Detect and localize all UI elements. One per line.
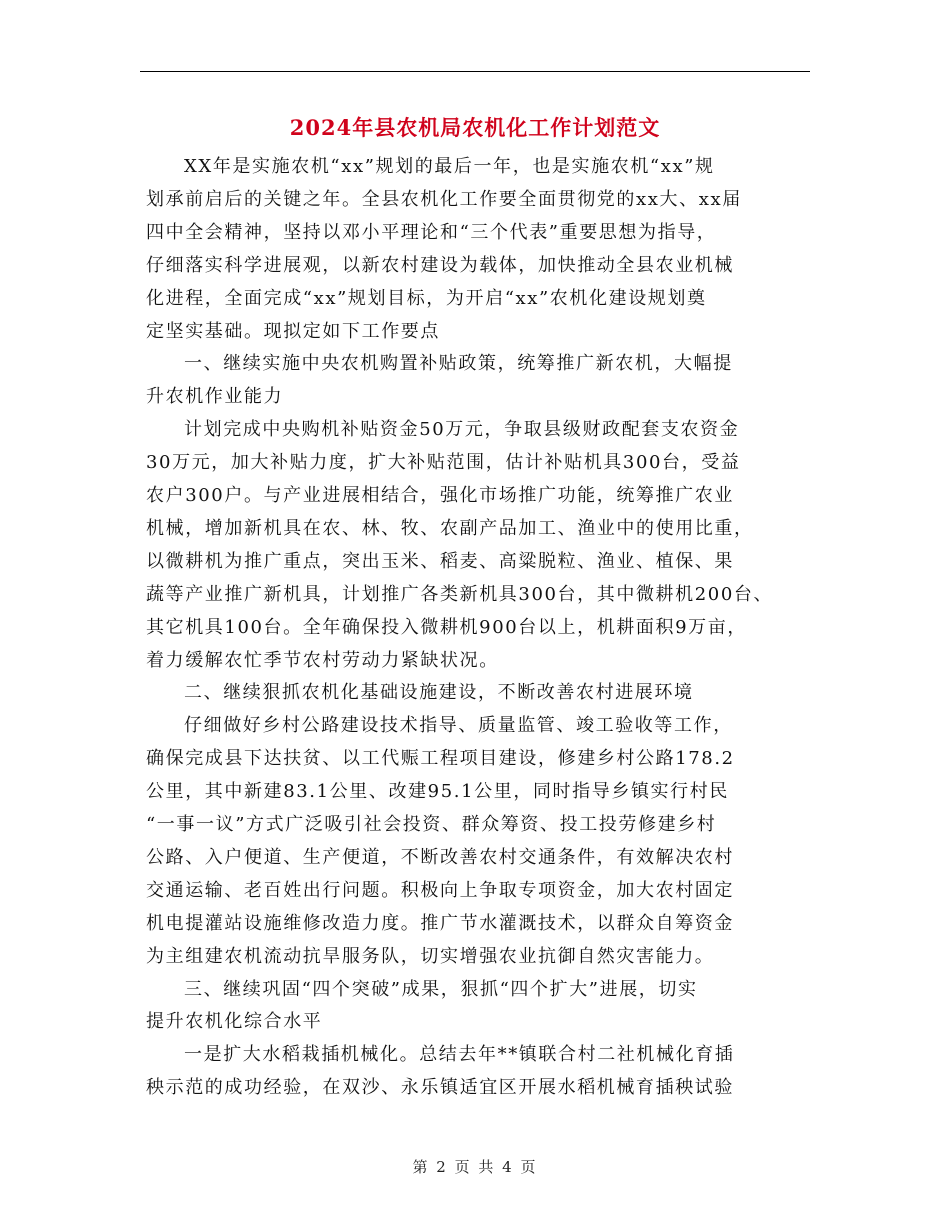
body-line: 交通运输、老百姓出行问题。积极向上争取专项资金，加大农村固定 bbox=[146, 879, 734, 901]
body-line: 定坚实基础。现拟定如下工作要点 bbox=[146, 320, 440, 342]
body-line: 提升农机化综合水平 bbox=[146, 1011, 323, 1033]
body-line: 四中全会精神，坚持以邓小平理论和“三个代表”重要思想为指导， bbox=[146, 221, 717, 243]
document-title: 2024年县农机局农机化工作计划范文 bbox=[289, 115, 661, 140]
body-line: 公路、入户便道、生产便道，不断改善农村交通条件，有效解决农村 bbox=[146, 846, 734, 868]
body-line: 计划完成中央购机补贴资金50万元，争取县级财政配套支农资金 bbox=[184, 419, 740, 441]
body-line: 公里，其中新建83.1公里、改建95.1公里，同时指导乡镇实行村民 bbox=[146, 781, 729, 803]
body-line: 机械，增加新机具在农、林、牧、农副产品加工、渔业中的使用比重， bbox=[146, 517, 754, 539]
body-line: 划承前启后的关键之年。全县农机化工作要全面贯彻党的xx大、xx届 bbox=[146, 188, 742, 210]
body-line: “一事一议”方式广泛吸引社会投资、群众筹资、投工投劳修建乡村 bbox=[146, 814, 717, 835]
body-line: 秧示范的成功经验，在双沙、永乐镇适宜区开展水稻机械育插秧试验 bbox=[146, 1077, 734, 1099]
body-line: 以微耕机为推广重点，突出玉米、稻麦、高粱脱粒、渔业、植保、果 bbox=[146, 550, 734, 572]
body-line: 一、继续实施中央农机购置补贴政策，统筹推广新农机，大幅提 bbox=[184, 353, 733, 375]
body-line: 升农机作业能力 bbox=[146, 386, 284, 408]
body-line: 二、继续狠抓农机化基础设施建设，不断改善农村进展环境 bbox=[184, 682, 694, 704]
body-line: 机电提灌站设施维修改造力度。推广节水灌溉技术，以群众自筹资金 bbox=[146, 912, 734, 934]
body-line: 蔬等产业推广新机具，计划推广各类新机具300台，其中微耕机200台、 bbox=[146, 583, 774, 605]
body-line: 农户300户。与产业进展相结合，强化市场推广功能，统筹推广农业 bbox=[146, 485, 734, 506]
body-line: 一是扩大水稻栽插机械化。总结去年**镇联合村二社机械化育插 bbox=[184, 1044, 735, 1066]
body-line: 着力缓解农忙季节农村劳动力紧缺状况。 bbox=[146, 649, 499, 671]
body-line: 仔细落实科学进展观，以新农村建设为载体，加快推动全县农业机械 bbox=[146, 254, 734, 276]
body-line: 其它机具100台。全年确保投入微耕机900台以上，机耕面积9万亩， bbox=[146, 616, 747, 638]
body-line: 三、继续巩固“四个突破”成果，狠抓“四个扩大”进展，切实 bbox=[184, 978, 698, 1000]
body-line: 为主组建农机流动抗旱服务队，切实增强农业抗御自然灾害能力。 bbox=[146, 945, 715, 967]
body-line: XX年是实施农机“xx”规划的最后一年，也是实施农机“xx”规 bbox=[184, 156, 715, 177]
body-line: 30万元，加大补贴力度，扩大补贴范围，估计补贴机具300台，受益 bbox=[146, 452, 741, 474]
page-number: 第 2 页 共 4 页 bbox=[412, 1158, 538, 1176]
body-line: 确保完成县下达扶贫、以工代赈工程项目建设，修建乡村公路178.2 bbox=[146, 748, 735, 770]
body-line: 化进程，全面完成“xx”规划目标，为开启“xx”农机化建设规划奠 bbox=[146, 287, 707, 309]
header-rule bbox=[140, 71, 810, 72]
body-line: 仔细做好乡村公路建设技术指导、质量监管、竣工验收等工作， bbox=[184, 715, 733, 737]
